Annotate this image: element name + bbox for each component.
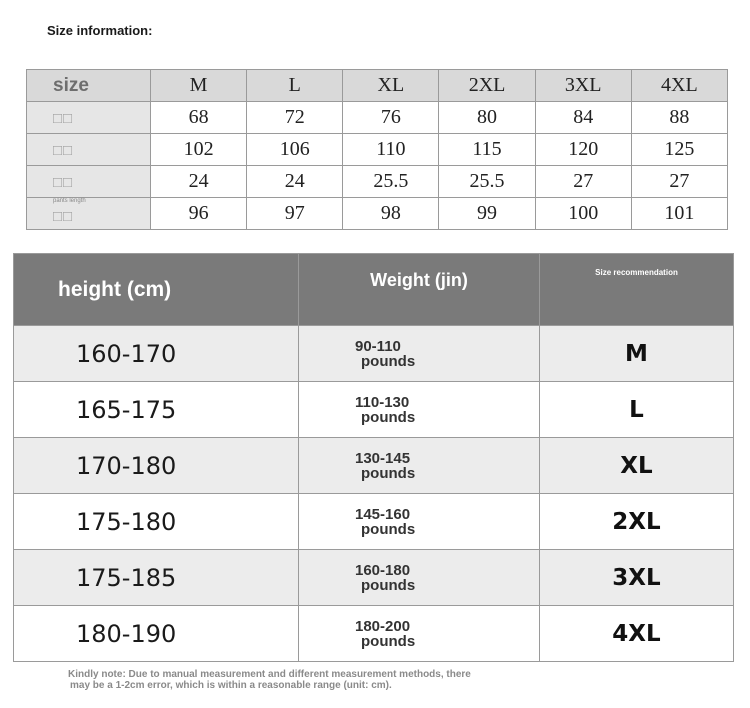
note-line: Kindly note: Due to manual measurement and different measurement methods, there <box>68 669 471 680</box>
table-cell: 27 <box>535 166 631 198</box>
table-cell: 102 <box>151 134 247 166</box>
weight-range: 160-180 <box>355 561 411 579</box>
size-corner-label: size <box>27 70 151 102</box>
size-cell: 2XL <box>540 494 734 550</box>
table-header-row <box>27 70 728 102</box>
row-label <box>27 198 151 230</box>
table-cell: 72 <box>247 102 343 134</box>
table-cell: 97 <box>247 198 343 230</box>
table-row <box>27 198 728 230</box>
height-cell: 175-180 <box>14 494 299 550</box>
height-cell: 165-175 <box>14 382 299 438</box>
weight-unit: pounds <box>361 408 416 426</box>
table-cell: 106 <box>247 134 343 166</box>
table-cell: 98 <box>343 198 439 230</box>
table-cell: 24 <box>151 166 247 198</box>
size-measurement-table <box>26 69 728 230</box>
table-cell: 27 <box>631 166 727 198</box>
table-cell: 125 <box>631 134 727 166</box>
table-cell: 25.5 <box>343 166 439 198</box>
smudged-label: □□ <box>53 174 74 191</box>
table-cell: 84 <box>535 102 631 134</box>
table-cell: 25.5 <box>439 166 535 198</box>
weight-unit: pounds <box>361 576 416 594</box>
weight-cell <box>299 494 540 550</box>
small-row-label: pants length <box>53 198 86 204</box>
table-row <box>27 166 728 198</box>
weight-unit: pounds <box>361 464 416 482</box>
row-label <box>27 166 151 198</box>
smudged-label: □□ <box>53 142 74 159</box>
height-column-header: height (cm) <box>14 254 299 326</box>
row-label <box>27 102 151 134</box>
table-row <box>14 326 734 382</box>
size-cell: 4XL <box>540 606 734 662</box>
table-row <box>14 606 734 662</box>
weight-cell <box>299 326 540 382</box>
weight-range: 90-110 <box>355 337 401 355</box>
table-row <box>14 382 734 438</box>
weight-unit: pounds <box>361 520 416 538</box>
table-cell: 68 <box>151 102 247 134</box>
size-header-xl: XL <box>343 70 439 102</box>
size-header-l: L <box>247 70 343 102</box>
height-cell: 180-190 <box>14 606 299 662</box>
weight-cell <box>299 438 540 494</box>
size-header-m: M <box>151 70 247 102</box>
smudged-label: □□ <box>53 110 74 127</box>
table-row <box>14 438 734 494</box>
table-row <box>14 550 734 606</box>
weight-range: 110-130 <box>355 393 410 411</box>
smudged-label: □□ <box>53 208 74 225</box>
height-cell: 175-185 <box>14 550 299 606</box>
table-cell: 115 <box>439 134 535 166</box>
size-column-header: Size recommendation <box>540 254 734 326</box>
table-cell: 96 <box>151 198 247 230</box>
table-row <box>27 134 728 166</box>
size-header-3xl: 3XL <box>535 70 631 102</box>
page-title: Size information: <box>47 23 153 38</box>
size-header-4xl: 4XL <box>631 70 727 102</box>
weight-range: 145-160 <box>355 505 411 523</box>
size-cell: L <box>540 382 734 438</box>
table-cell: 101 <box>631 198 727 230</box>
weight-cell <box>299 550 540 606</box>
size-cell: 3XL <box>540 550 734 606</box>
size-cell: M <box>540 326 734 382</box>
weight-unit: pounds <box>361 632 416 650</box>
size-cell: XL <box>540 438 734 494</box>
table-row <box>27 102 728 134</box>
note-line: may be a 1-2cm error, which is within a reasonable range (unit: cm). <box>70 680 392 691</box>
table-cell: 80 <box>439 102 535 134</box>
height-cell: 170-180 <box>14 438 299 494</box>
table-cell: 24 <box>247 166 343 198</box>
row-label <box>27 134 151 166</box>
weight-cell <box>299 606 540 662</box>
measurement-note <box>68 669 628 691</box>
size-header-2xl: 2XL <box>439 70 535 102</box>
weight-cell <box>299 382 540 438</box>
table-cell: 120 <box>535 134 631 166</box>
weight-unit: pounds <box>361 352 416 370</box>
table-row <box>14 494 734 550</box>
height-cell: 160-170 <box>14 326 299 382</box>
table-cell: 110 <box>343 134 439 166</box>
weight-column-header: Weight (jin) <box>299 254 540 326</box>
table-header-row <box>14 254 734 326</box>
weight-range: 130-145 <box>355 449 411 467</box>
table-cell: 76 <box>343 102 439 134</box>
table-cell: 88 <box>631 102 727 134</box>
size-recommendation-table <box>13 253 734 662</box>
weight-range: 180-200 <box>355 617 411 635</box>
table-cell: 100 <box>535 198 631 230</box>
table-cell: 99 <box>439 198 535 230</box>
